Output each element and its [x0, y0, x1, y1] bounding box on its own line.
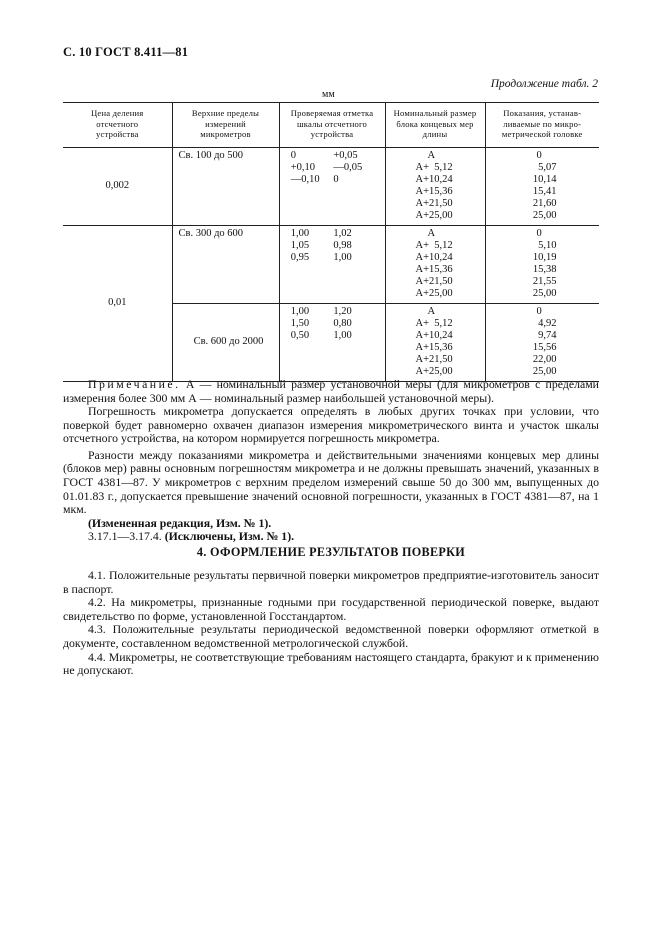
body-text: [63, 405, 599, 544]
value: 0: [536, 149, 542, 161]
value: 0: [333, 173, 339, 185]
marks-cell: [279, 225, 385, 303]
column-header: Показания, устанав- ливаемые по микро- метрической головке: [485, 103, 599, 148]
value: 10,14: [532, 173, 557, 185]
readings-cell: [485, 303, 599, 381]
value: А+25,00: [415, 365, 453, 377]
value: 15,38: [532, 263, 557, 275]
value: 1,05: [290, 239, 310, 251]
value: 21,55: [532, 275, 557, 287]
value: 0: [536, 227, 542, 239]
value: 15,41: [532, 185, 557, 197]
value: А+15,36: [415, 341, 453, 353]
value: 1,50: [290, 317, 310, 329]
section-title: 4. ОФОРМЛЕНИЕ РЕЗУЛЬТАТОВ ПОВЕРКИ: [196, 545, 466, 559]
value: 0,50: [290, 329, 310, 341]
value: 5,10: [538, 239, 557, 251]
section-body: [63, 569, 599, 678]
range-cell: Св. 600 до 2000: [172, 303, 279, 381]
value: А+10,24: [415, 329, 453, 341]
revision-note: (Измененная редакция, Изм. № 1).: [88, 515, 272, 530]
page-header: С. 10 ГОСТ 8.411—81: [63, 45, 189, 59]
value: А+ 5,12: [415, 317, 453, 329]
value: 21,60: [532, 197, 557, 209]
column-header: Проверяемая отметка шкалы отсчетного устройства: [279, 103, 385, 148]
value: 0: [536, 305, 542, 317]
paragraph: Разности между показаниями микрометра и действительными значениями концевых мер длины (блоков мер) равны основным погрешностям микрометра и не должны превышать значений, указанных в ГОСТ 4381—87. У микрометров с верхним пределом измерений свыше 50 до 300 мм, выпущенных до 01.01.83 г., допускается превышение значений основной погрешности, указанных в ГОСТ 4381—87, на 1 мкм.: [63, 447, 599, 517]
table-row: [63, 225, 599, 303]
readings-cell: [485, 225, 599, 303]
value: 10,19: [532, 251, 557, 263]
section-item: 4.4. Микрометры, не соответствующие требованиям настоящего стандарта, бракуют и к применению не допускают.: [63, 649, 599, 678]
value: 4,92: [538, 317, 557, 329]
section-item: 4.2. На микрометры, признанные годными при государственной периодической поверке, выдают свидетельство по форме, установленной Госстандартом.: [63, 595, 599, 623]
marks-cell: [279, 303, 385, 381]
section-item: 4.1. Положительные результаты первичной поверки микрометров предприятие-изготовитель заносит в паспорт.: [63, 568, 599, 596]
value: 1,00: [290, 227, 310, 239]
range-cell: Св. 100 до 500: [172, 147, 279, 225]
value: А+15,36: [415, 263, 453, 275]
range-cell: Св. 300 до 600: [172, 225, 279, 303]
value: 5,07: [538, 161, 557, 173]
table-continuation-label: Продолжение табл. 2: [490, 78, 598, 90]
paragraph: Погрешность микрометра допускается определять в любых других точках при условии, что поверкой будет равномерно охвачен диапазон измерения микрометрического винта и участок шкалы отсчетного устройства, на котором нормируется погрешность микрометра.: [63, 404, 599, 446]
value: 0: [290, 149, 296, 161]
value: А+21,50: [415, 353, 453, 365]
division-cell: 0,002: [63, 147, 172, 225]
value: А+15,36: [415, 185, 453, 197]
blocks-cell: [385, 225, 485, 303]
blocks-cell: [385, 147, 485, 225]
column-header: Цена деления отсчетного устройства: [63, 103, 172, 148]
value: А+ 5,12: [415, 161, 453, 173]
division-cell: 0,01: [63, 225, 172, 381]
value: 0,98: [333, 239, 352, 251]
value: +0,05: [333, 149, 358, 161]
table-row: [63, 147, 599, 225]
value: 0,80: [333, 317, 352, 329]
value: А+25,00: [415, 287, 453, 299]
value: А: [427, 227, 436, 239]
paragraph: [63, 530, 599, 544]
value: —0,10: [290, 173, 320, 185]
section-item: 4.3. Положительные результаты периодической ведомственной поверки оформляют отметкой в документе, составленном ведомственной метрологической службой.: [63, 622, 599, 650]
table-header-row: [63, 103, 599, 148]
table-unit: мм: [322, 89, 335, 100]
value: 1,00: [333, 329, 352, 341]
clause-excluded: (Исключены, Изм. № 1).: [164, 529, 295, 544]
value: 9,74: [538, 329, 557, 341]
value: 1,02: [333, 227, 352, 239]
value: А+ 5,12: [415, 239, 453, 251]
value: А: [427, 305, 436, 317]
readings-cell: [485, 147, 599, 225]
value: 1,20: [333, 305, 352, 317]
value: 1,00: [333, 251, 352, 263]
value: +0,10: [290, 161, 315, 173]
clause-range: 3.17.1—3.17.4.: [88, 529, 162, 544]
table-note: [63, 378, 599, 405]
note-label: Примечание.: [88, 377, 181, 391]
value: А+10,24: [415, 173, 453, 185]
value: А+21,50: [415, 197, 453, 209]
value: 25,00: [532, 365, 557, 377]
value: А+25,00: [415, 209, 453, 221]
value: А: [427, 149, 436, 161]
value: А+10,24: [415, 251, 453, 263]
calibration-table: [63, 102, 599, 382]
value: 0,95: [290, 251, 310, 263]
value: А+21,50: [415, 275, 453, 287]
blocks-cell: [385, 303, 485, 381]
marks-cell: [279, 147, 385, 225]
value: 22,00: [532, 353, 557, 365]
value: 1,00: [290, 305, 310, 317]
column-header: Номинальный размер блока концевых мер длины: [385, 103, 485, 148]
value: 25,00: [532, 287, 557, 299]
column-header: Верхние пределы измерений микрометров: [172, 103, 279, 148]
value: 25,00: [532, 209, 557, 221]
note-text: А — номинальный размер установочной меры (для микрометров с пределами измерения более 300 мм А — номинальный размер наибольшей установочной меры).: [63, 377, 599, 405]
value: —0,05: [333, 161, 363, 173]
value: 15,56: [532, 341, 557, 353]
